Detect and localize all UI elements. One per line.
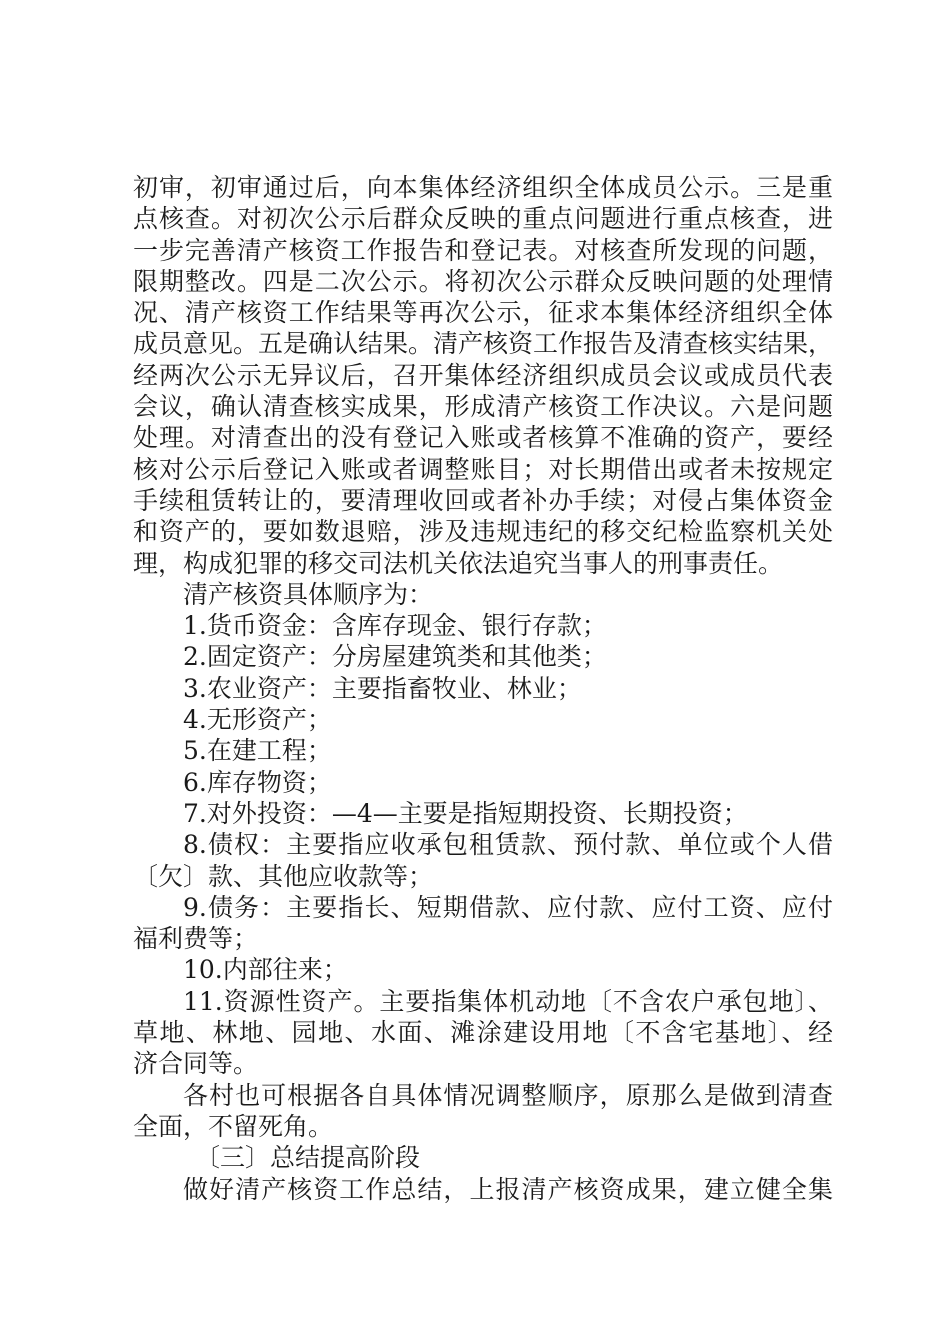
- document-body: [133, 172, 833, 1205]
- list-item-8-line1: 8.债权：主要指应收承包租赁款、预付款、单位或个人借: [183, 830, 833, 860]
- paragraph-line: 理，构成犯罪的移交司法机关依法追究当事人的刑事责任。: [133, 548, 784, 578]
- paragraph-line: 处理。对清查出的没有登记入账或者核算不准确的资产，要经: [133, 423, 833, 453]
- paragraph-line: 经两次公示无异议后，召开集体经济组织成员会议或成员代表: [133, 360, 833, 390]
- paragraph-line: 点核查。对初次公示后群众反映的重点问题进行重点核查，进: [133, 204, 833, 234]
- paragraph-line: 初审，初审通过后，向本集体经济组织全体成员公示。三是重: [133, 173, 833, 202]
- list-item-9-line2: 福利费等；: [133, 924, 259, 954]
- list-item: 2.固定资产：分房屋建筑类和其他类；: [183, 642, 607, 672]
- list-item: 7.对外投资：—4—主要是指短期投资、长期投资；: [183, 798, 748, 828]
- paragraph-line: 成员意见。五是确认结果。清产核资工作报告及清查核实结果，: [133, 329, 834, 359]
- final-line: 做好清产核资工作总结，上报清产核资成果，建立健全集: [183, 1174, 833, 1204]
- paragraph-line: 和资产的，要如数退赔，涉及违规违纪的移交纪检监察机关处: [133, 517, 833, 547]
- section-heading: 〔三〕总结提高阶段: [195, 1143, 421, 1173]
- list-item: 4.无形资产；: [183, 705, 332, 735]
- paragraph-line: 核对公示后登记入账或者调整账目；对长期借出或者未按规定: [133, 454, 833, 484]
- adjust-line1: 各村也可根据各自具体情况调整顺序，原那么是做到清查: [183, 1080, 833, 1110]
- list-item: 6.库存物资；: [183, 767, 332, 797]
- paragraph-line: 限期整改。四是二次公示。将初次公示群众反映问题的处理情: [133, 266, 833, 296]
- paragraph-line: 手续租赁转让的，要清理收回或者补办手续；对侵占集体资金: [133, 485, 833, 515]
- adjust-line2: 全面，不留死角。: [133, 1111, 334, 1141]
- list-item-10: 10.内部往来；: [183, 955, 348, 985]
- list-item-11-line2: 草地、林地、园地、水面、滩涂建设用地〔不含宅基地〕、经: [133, 1018, 833, 1048]
- list-item-9-line1: 9.债务：主要指长、短期借款、应付款、应付工资、应付: [183, 892, 833, 922]
- paragraph-line: 会议，确认清查核实成果，形成清产核资工作决议。六是问题: [133, 392, 833, 422]
- order-intro: 清产核资具体顺序为：: [183, 579, 434, 609]
- paragraph-line: 况、清产核资工作结果等再次公示，征求本集体经济组织全体: [133, 298, 833, 328]
- list-item-11-line1: 11.资源性资产。主要指集体机动地〔不含农户承包地〕、: [183, 986, 833, 1016]
- list-item: 5.在建工程；: [183, 736, 332, 766]
- list-item: 3.农业资产：主要指畜牧业、林业；: [183, 673, 582, 703]
- list-item-8-line2: 〔欠〕款、其他应收款等；: [133, 861, 434, 891]
- paragraph-line: 一步完善清产核资工作报告和登记表。对核查所发现的问题，: [133, 235, 833, 265]
- list-item-11-line3: 济合同等。: [133, 1049, 259, 1079]
- list-item: 1.货币资金：含库存现金、银行存款；: [183, 611, 607, 641]
